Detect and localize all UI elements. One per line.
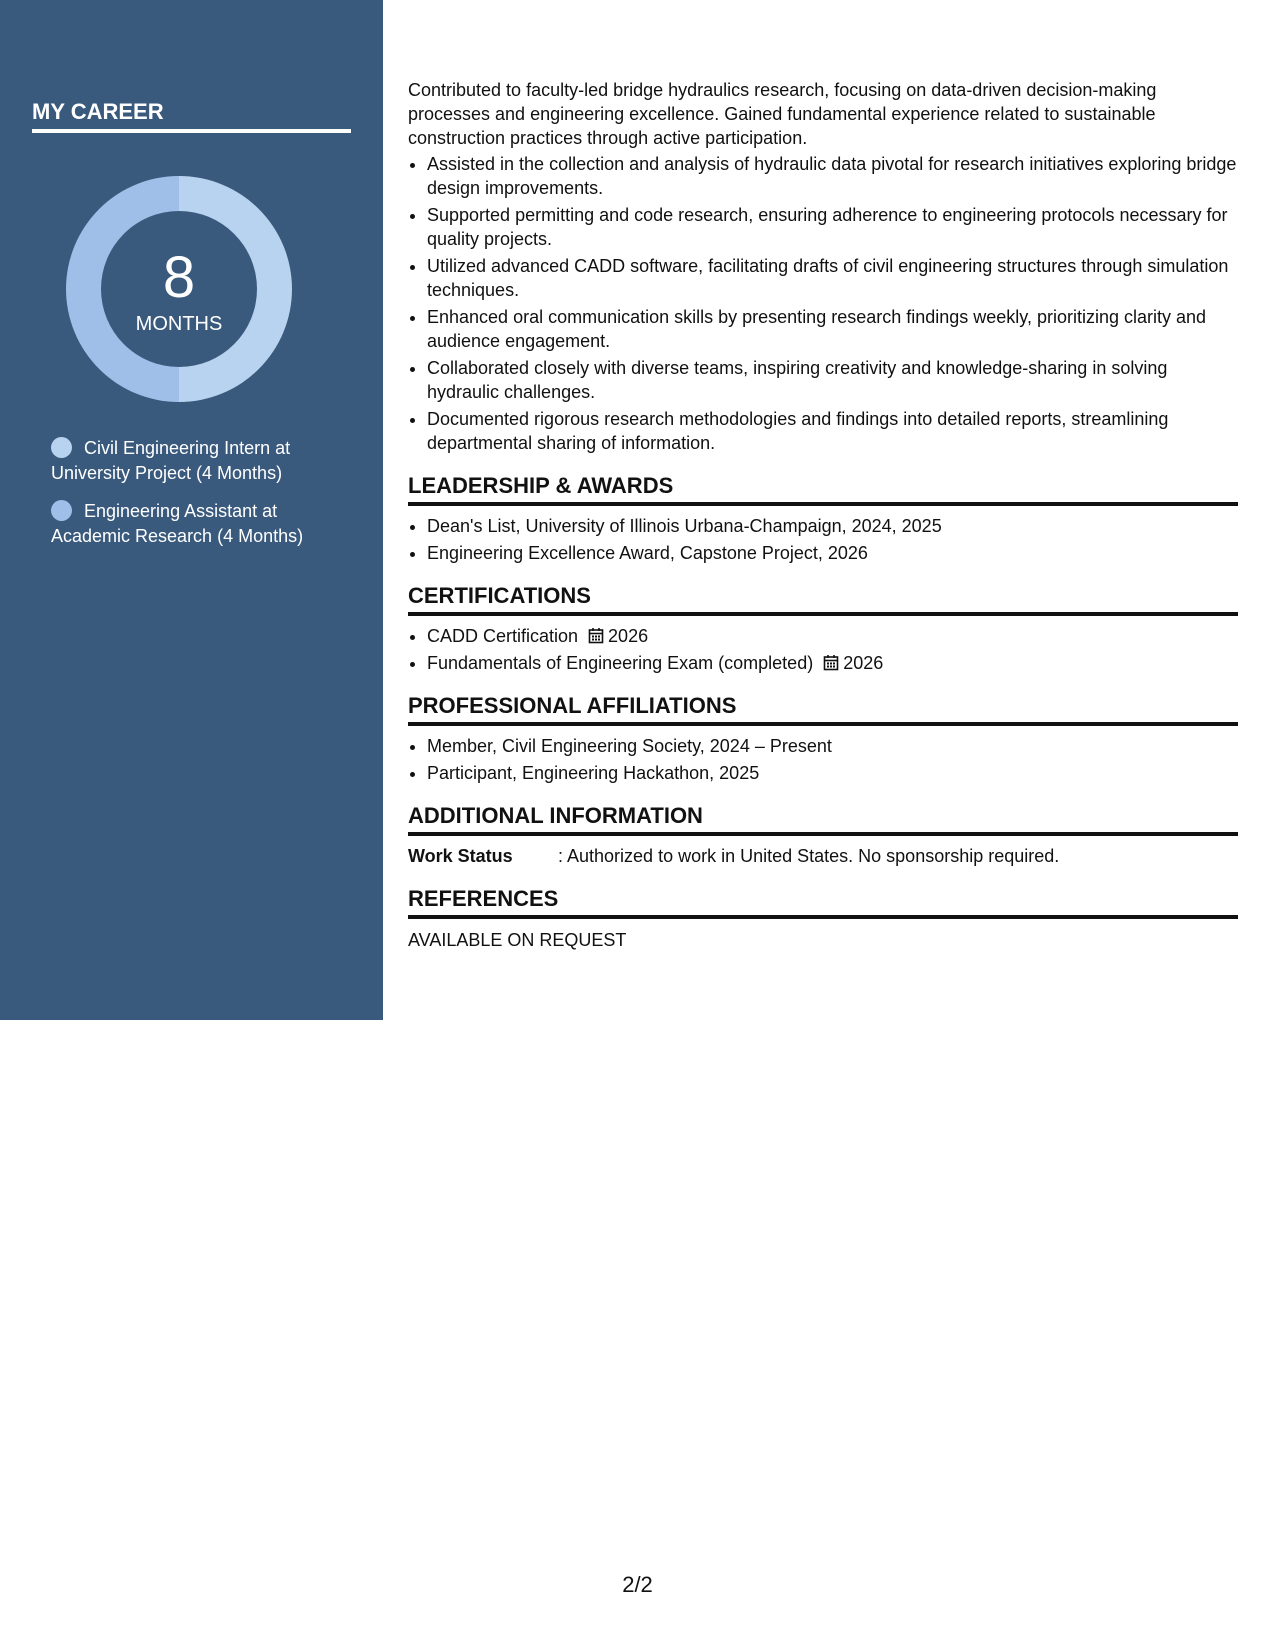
- page-number: 2/2: [622, 1572, 653, 1597]
- references-section: [408, 884, 1238, 952]
- legend-label: Civil Engineering Intern at University Project (4 Months): [51, 438, 291, 483]
- legend-item: [51, 499, 351, 549]
- leadership-list: [408, 514, 1238, 565]
- career-title: MY CAREER: [32, 99, 164, 124]
- references-text: AVAILABLE ON REQUEST: [408, 930, 627, 950]
- work-status-label: Work Status: [408, 846, 513, 866]
- certification-name: CADD Certification: [427, 626, 579, 646]
- list-item: • Utilized advanced CADD software, facilitating drafts of civil engineering structures through simulation techniques.: [427, 254, 1238, 302]
- experience-intro: Contributed to faculty-led bridge hydraulics research, focusing on data-driven decision-making processes and engineering excellence. Gained fundamental experience related to sustainable construction practices through active participation.: [408, 80, 1157, 148]
- list-item: • Participant, Engineering Hackathon, 2025: [427, 761, 1238, 785]
- list-item: • Supported permitting and code research, ensuring adherence to engineering protocols necessary for quality projects.: [427, 203, 1238, 251]
- total-months-unit: MONTHS: [135, 313, 223, 335]
- certifications-list: [408, 624, 1238, 675]
- affiliations-section: [408, 691, 1238, 785]
- section-heading: REFERENCES: [408, 884, 1238, 919]
- list-item: [427, 624, 1238, 648]
- certification-year: 2026: [608, 626, 649, 646]
- section-heading: LEADERSHIP & AWARDS: [408, 471, 1238, 506]
- career-legend: [51, 436, 351, 562]
- list-item: [427, 651, 1238, 675]
- legend-label: Engineering Assistant at Academic Research (4 Months): [51, 501, 304, 546]
- experience-bullets: [408, 152, 1238, 455]
- total-months-number: 8: [162, 245, 196, 310]
- certifications-section: [408, 581, 1238, 675]
- calendar-icon: [588, 627, 604, 644]
- work-status-value: : Authorized to work in United States. No sponsorship required.: [558, 846, 1060, 866]
- main-content: [408, 78, 1238, 952]
- section-heading: PROFESSIONAL AFFILIATIONS: [408, 691, 1238, 726]
- leadership-section: [408, 471, 1238, 565]
- list-item: • Member, Civil Engineering Society, 2024 – Present: [427, 734, 1238, 758]
- additional-info-section: [408, 801, 1238, 868]
- calendar-icon: [823, 654, 839, 671]
- career-title-divider: [32, 129, 351, 133]
- legend-dot-icon: [51, 437, 72, 458]
- section-heading: ADDITIONAL INFORMATION: [408, 801, 1238, 836]
- career-donut-chart: [66, 176, 292, 402]
- list-item: • Engineering Excellence Award, Capstone Project, 2026: [427, 541, 1238, 565]
- list-item: • Collaborated closely with diverse teams, inspiring creativity and knowledge-sharing in solving hydraulic challenges.: [427, 356, 1238, 404]
- list-item: • Enhanced oral communication skills by presenting research findings weekly, prioritizing clarity and audience engagement.: [427, 305, 1238, 353]
- list-item: • Assisted in the collection and analysis of hydraulic data pivotal for research initiatives exploring bridge design improvements.: [427, 152, 1238, 200]
- legend-dot-icon: [51, 500, 72, 521]
- list-item: • Documented rigorous research methodologies and findings into detailed reports, streamlining departmental sharing of information.: [427, 407, 1238, 455]
- legend-item: [51, 436, 351, 486]
- section-heading: CERTIFICATIONS: [408, 581, 1238, 616]
- affiliations-list: [408, 734, 1238, 785]
- career-sidebar: [0, 0, 383, 1020]
- work-status-row: [408, 844, 1238, 868]
- certification-year: 2026: [843, 653, 884, 673]
- certification-name: Fundamentals of Engineering Exam (completed): [427, 653, 814, 673]
- list-item: • Dean's List, University of Illinois Urbana-Champaign, 2024, 2025: [427, 514, 1238, 538]
